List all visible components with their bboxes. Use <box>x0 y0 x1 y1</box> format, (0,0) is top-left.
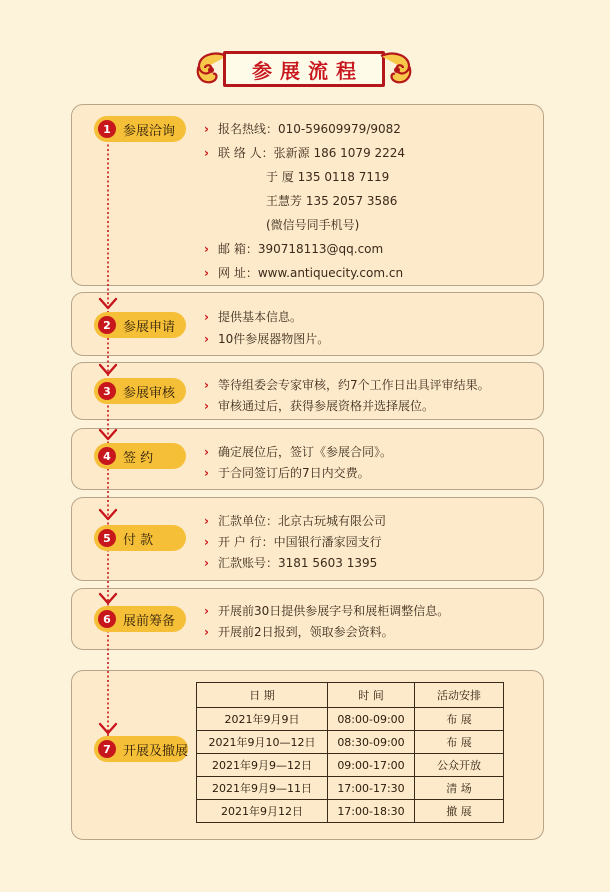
info-line: › 邮 箱：390718113@qq.com <box>204 241 384 256</box>
info-line: › 网 址：www.antiquecity.com.cn <box>204 265 404 280</box>
chevron-right-icon: › <box>204 331 209 346</box>
table-cell: 公众开放 <box>415 754 504 777</box>
cloud-ornament-right-icon <box>379 48 415 90</box>
title-banner <box>193 48 415 90</box>
column-header: 时 间 <box>328 683 415 708</box>
table-row <box>197 754 504 777</box>
info-line: › 提供基本信息。 <box>204 309 303 324</box>
table-cell: 2021年9月10—12日 <box>197 731 328 754</box>
step-label: 开展及撤展 <box>123 743 189 759</box>
chevron-right-icon: › <box>204 377 209 392</box>
info-line: › 开展前2日报到，领取参会资料。 <box>204 624 394 639</box>
info-line: › 开展前30日提供参展字号和展柜调整信息。 <box>204 603 450 618</box>
step-pill-5 <box>94 525 186 551</box>
chevron-right-icon: › <box>204 444 209 459</box>
page-title: 参展流程 <box>252 58 364 83</box>
chevron-right-icon: › <box>204 121 209 136</box>
chevron-right-icon: › <box>204 145 209 160</box>
info-line: › 审核通过后，获得参展资格并选择展位。 <box>204 398 435 413</box>
chevron-right-icon: › <box>204 555 209 570</box>
info-line: › 确定展位后，签订《参展合同》。 <box>204 444 393 459</box>
step-label: 参展洽询 <box>123 123 176 139</box>
table-cell: 17:00-18:30 <box>328 800 415 823</box>
chevron-right-icon: › <box>204 309 209 324</box>
table-cell: 2021年9月9—12日 <box>197 754 328 777</box>
table-row <box>197 731 504 754</box>
step-label: 参展审核 <box>123 385 176 401</box>
info-line: 王慧芳 135 2057 3586 <box>266 194 398 208</box>
chevron-right-icon: › <box>204 241 209 256</box>
step-pill-4 <box>94 443 186 469</box>
info-line: › 联 络 人：张新源 186 1079 2224 <box>204 145 406 160</box>
table-cell: 09:00-17:00 <box>328 754 415 777</box>
step-label: 签 约 <box>123 450 154 466</box>
table-row <box>197 708 504 731</box>
step-number: 4 <box>98 447 116 465</box>
table-row <box>197 777 504 800</box>
table-header-row <box>197 683 504 708</box>
step-pill-2 <box>94 312 186 338</box>
step-label: 参展申请 <box>123 319 176 335</box>
table-cell: 2021年9月9—11日 <box>197 777 328 800</box>
info-line: 于 厦 135 0118 7119 <box>266 170 390 184</box>
table-cell: 清 场 <box>415 777 504 800</box>
step-pill-6 <box>94 606 186 632</box>
table-cell: 08:30-09:00 <box>328 731 415 754</box>
info-line: › 汇款账号：3181 5603 1395 <box>204 555 378 570</box>
info-line: › 等待组委会专家审核，约7个工作日出具评审结果。 <box>204 377 490 392</box>
table-row <box>197 800 504 823</box>
title-frame <box>223 51 385 87</box>
column-header: 日 期 <box>197 683 328 708</box>
chevron-right-icon: › <box>204 603 209 618</box>
chevron-right-icon: › <box>204 465 209 480</box>
chevron-right-icon: › <box>204 534 209 549</box>
chevron-right-icon: › <box>204 398 209 413</box>
table-cell: 2021年9月9日 <box>197 708 328 731</box>
step-number: 3 <box>98 382 116 400</box>
step-label: 付 款 <box>123 532 154 548</box>
step-number: 1 <box>98 120 116 138</box>
chevron-right-icon: › <box>204 265 209 280</box>
table-cell: 布 展 <box>415 731 504 754</box>
step-number: 2 <box>98 316 116 334</box>
info-line: › 10件参展器物图片。 <box>204 331 330 346</box>
step-pill-1 <box>94 116 186 142</box>
step-number: 7 <box>98 740 116 758</box>
info-line: › 汇款单位：北京古玩城有限公司 <box>204 513 387 528</box>
info-line: › 报名热线：010-59609979/9082 <box>204 121 401 136</box>
step-label: 展前筹备 <box>123 613 176 629</box>
step-pill-3 <box>94 378 186 404</box>
info-line: (微信号同手机号) <box>266 218 360 232</box>
step-number: 5 <box>98 529 116 547</box>
step-pill-7 <box>94 736 188 762</box>
chevron-right-icon: › <box>204 513 209 528</box>
chevron-right-icon: › <box>204 624 209 639</box>
step-number: 6 <box>98 610 116 628</box>
info-line: › 于合同签订后的7日内交费。 <box>204 465 370 480</box>
table-cell: 08:00-09:00 <box>328 708 415 731</box>
table-cell: 2021年9月12日 <box>197 800 328 823</box>
table-cell: 布 展 <box>415 708 504 731</box>
table-cell: 撤 展 <box>415 800 504 823</box>
info-line: › 开 户 行：中国银行潘家园支行 <box>204 534 382 549</box>
table-cell: 17:00-17:30 <box>328 777 415 800</box>
column-header: 活动安排 <box>415 683 504 708</box>
schedule-table <box>196 682 504 823</box>
